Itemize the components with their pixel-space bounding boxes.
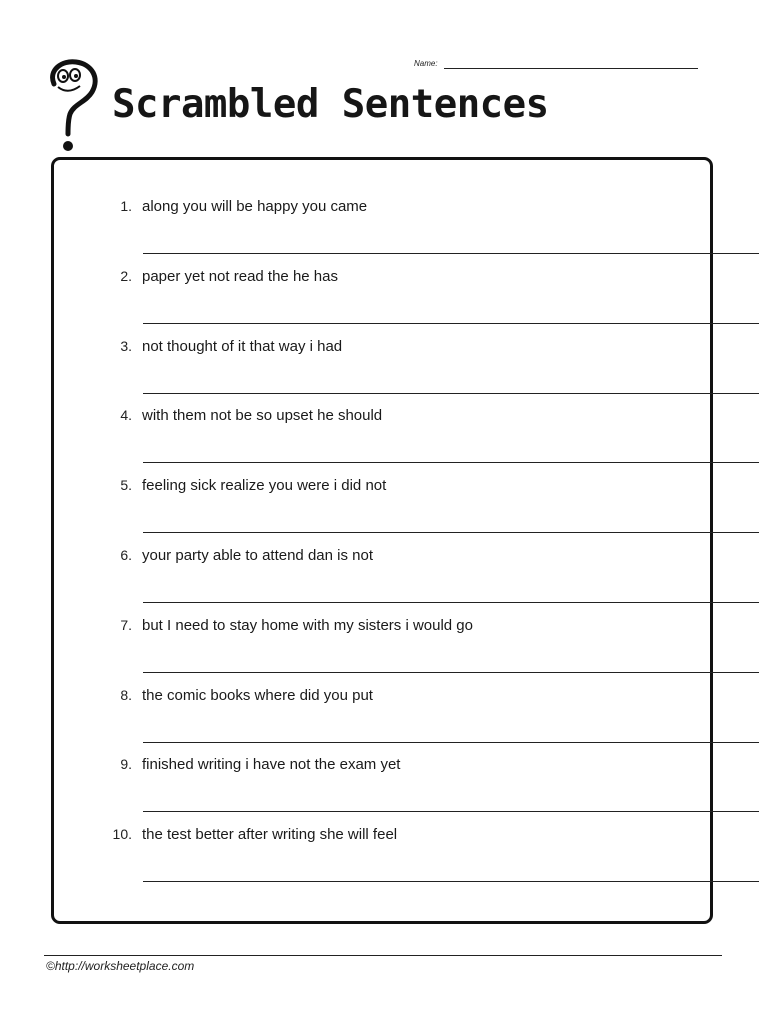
question-number: 2. xyxy=(120,268,132,284)
question-item-9 xyxy=(54,718,710,778)
question-text: the comic books where did you put xyxy=(142,687,373,704)
question-item-2 xyxy=(54,230,710,290)
question-text: the test better after writing she will feel xyxy=(142,826,398,843)
question-text: along you will be happy you came xyxy=(142,198,368,215)
question-item-1 xyxy=(54,160,710,220)
question-text: paper yet not read the he has xyxy=(142,268,338,285)
question-text: finished writing i have not the exam yet xyxy=(142,756,401,773)
answer-line[interactable] xyxy=(143,881,759,882)
footer-divider xyxy=(44,955,722,956)
question-item-10 xyxy=(54,788,710,848)
question-item-3 xyxy=(54,300,710,360)
question-text: but I need to stay home with my sisters i would go xyxy=(142,617,473,634)
question-number: 7. xyxy=(120,617,132,633)
page-title: Scrambled Sentences xyxy=(112,82,549,127)
question-number: 10. xyxy=(112,826,132,842)
question-item-6 xyxy=(54,509,710,569)
footer-copyright: ©http://worksheetplace.com xyxy=(46,959,195,973)
question-number: 6. xyxy=(120,547,132,563)
name-label: Name: xyxy=(414,59,438,68)
question-text: feeling sick realize you were i did not xyxy=(142,477,387,494)
question-item-7 xyxy=(54,579,710,639)
question-number: 9. xyxy=(120,756,132,772)
question-number: 1. xyxy=(120,198,132,214)
question-mark-face-icon xyxy=(46,58,104,154)
question-item-5 xyxy=(54,439,710,499)
question-item-8 xyxy=(54,649,710,709)
question-text: with them not be so upset he should xyxy=(142,407,383,424)
question-number: 5. xyxy=(120,477,132,493)
question-item-4 xyxy=(54,369,710,429)
questions-box xyxy=(51,157,713,924)
question-number: 8. xyxy=(120,687,132,703)
question-number: 3. xyxy=(120,338,132,354)
question-text: not thought of it that way i had xyxy=(142,338,343,355)
name-answer-line[interactable] xyxy=(444,68,698,69)
question-number: 4. xyxy=(120,407,132,423)
name-field[interactable] xyxy=(414,57,698,71)
question-text: your party able to attend dan is not xyxy=(142,547,373,564)
